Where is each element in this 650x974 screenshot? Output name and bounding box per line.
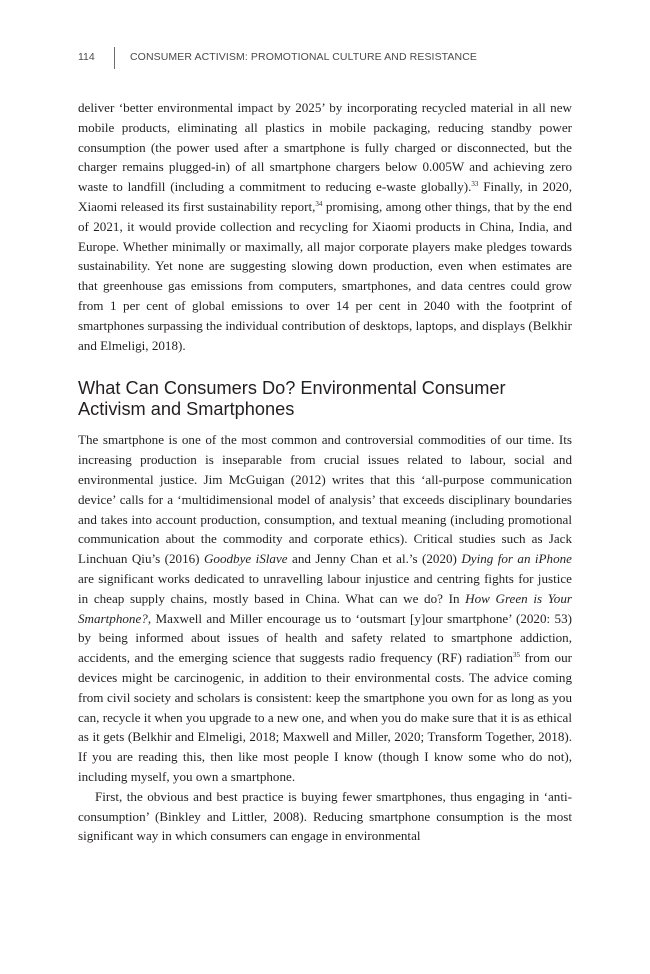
body-text xyxy=(78,98,572,846)
section-heading-line-2: Activism and Smartphones xyxy=(78,399,295,420)
book-title-how-green: How Green is Your Smartphone? xyxy=(78,590,572,626)
p2-text-a: The smartphone is one of the most common and controversial commodities of our time. Its increasing production is inseparable from crucial issues related to labour, social and environmental justice. Jim McGuigan (2012) writes that this ‘all-purpose communication device’ calls for a ‘multidimensional model of analysis’ that exceeds disciplinary boundaries and takes into account production, consumption, and textual meaning (including promotional communication about the commodity and corporate ethics). Critical studies such as Jack Linchuan Qiu’s (2016) xyxy=(78,432,572,567)
running-title: CONSUMER ACTIVISM: PROMOTIONAL CULTURE AND RESISTANCE xyxy=(130,51,477,63)
footnote-ref-34: 34 xyxy=(315,199,323,208)
section-heading xyxy=(78,378,572,420)
paragraph-3 xyxy=(78,787,572,846)
paragraph-2 xyxy=(78,430,572,786)
book-title-goodbye-islave: Goodbye iSlave xyxy=(203,551,288,567)
p1-text-a: deliver ‘better environmental impact by 2025’ by incorporating recycled material in all new mobile products, eliminating all plastics in mobile packaging, reducing standby power consumption (the power used after a smartphone is fully charged or disconnected, but the charger remains plugged-in) of all smartphone chargers below 0.005W and achieving zero waste to landfill (including a commitment to reducing e-waste globally). xyxy=(78,100,572,195)
footnote-ref-33: 33 xyxy=(471,180,479,189)
p2-text-c: are significant works dedicated to unravelling labour injustice and centring fights for justice in cheap supply chains, mostly based in China. What can we do? In xyxy=(78,570,572,606)
p2-text-b: and Jenny Chan et al.’s (2020) xyxy=(287,551,462,567)
p1-text-b: Finally, in 2020, Xiaomi released its first sustainability report, xyxy=(78,179,572,214)
p2-text-e: from our devices might be carcinogenic, in addition to their environmental costs. The advice coming from civil society and scholars is consistent: keep the smartphone you own for as long as you can, recycle it when you upgrade to a new one, and when you do make sure that it is as ethical as it gets (Belkhir and Elmeligi, 2018; Maxwell and Miller, 2020; Transform Together, 2018). If you are reading this, then like most people I know (though I know some who do not), including myself, you own a smartphone. xyxy=(78,650,572,784)
book-title-dying-for-an-iphone: Dying for an iPhone xyxy=(461,551,572,567)
p2-text-d: , Maxwell and Miller encourage us to ‘outsmart [y]our smartphone’ (2020: 53) by being informed about issues of health and safety related to smartphone addiction, accidents, and the emerging science that suggests radio frequency (RF) radiation xyxy=(78,610,572,666)
header-divider xyxy=(114,47,115,69)
footnote-ref-35: 35 xyxy=(512,651,520,660)
paragraph-1 xyxy=(78,98,572,355)
running-head xyxy=(78,48,572,70)
p3-text: First, the obvious and best practice is buying fewer smartphones, thus engaging in ‘anti-consumption’ (Binkley and Littler, 2008). Reducing smartphone consumption is the most significant way in which consumers can engage in environmental xyxy=(78,788,572,844)
section-heading-line-1: What Can Consumers Do? Environmental Consumer xyxy=(78,378,506,399)
p1-text-c: promising, among other things, that by the end of 2021, it would provide collection and recycling for Xiaomi products in China, India, and Europe. Whether minimally or maximally, all major corporate players make pledges towards sustainability. Yet none are suggesting slowing down production, even when estimates are that greenhouse gas emissions from computers, smartphones, and data centres could grow from 1 per cent of global emissions to over 14 per cent in 2040 with the footprint of smartphones surpassing the individual contribution of desktops, laptops, and displays (Belkhir and Elmeligi, 2018). xyxy=(78,198,573,353)
page-number: 114 xyxy=(78,51,95,63)
